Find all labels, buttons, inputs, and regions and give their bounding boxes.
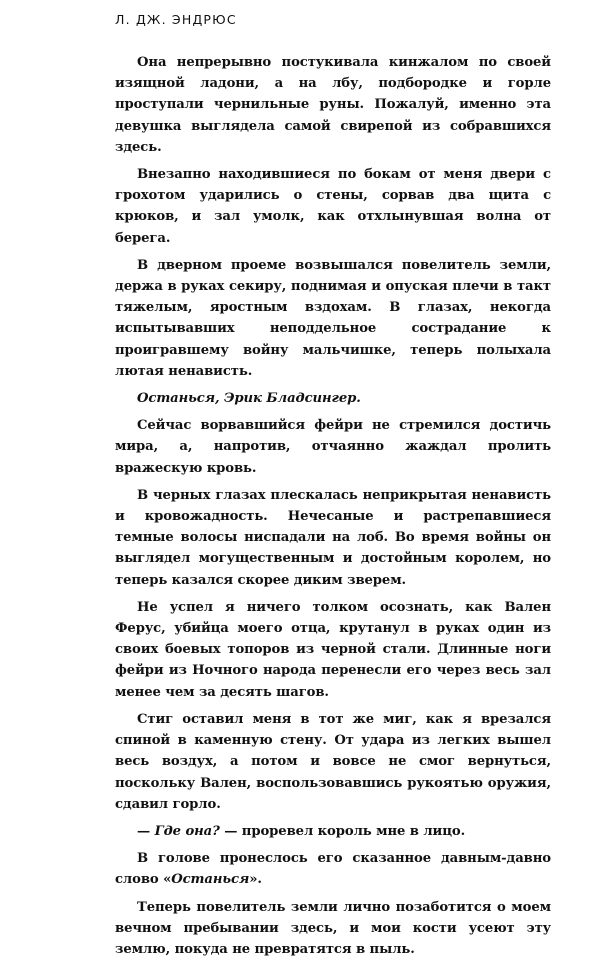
text-body — [115, 52, 551, 966]
paragraph-10-before: В голове пронеслось его сказанное давным-давно слово « — [115, 851, 551, 888]
paragraph-5: Сейчас ворвавшийся фейри не стремился достичь мира, а, напротив, отчаянно жаждал пролить вражескую кровь. — [115, 418, 551, 476]
paragraph-10-italic: Останься — [171, 872, 250, 888]
paragraph-6: В черных глазах плескалась неприкрытая ненависть и кровожадность. Нечесаные и растрепавшиеся темные волосы ниспадали на лоб. Во время войны он выглядел могущественным и достойным королем, но теперь казался скорее диким зверем. — [115, 487, 551, 588]
paragraph-10 — [115, 848, 551, 890]
paragraph-4-italic: Останься, Эрик Бладсингер. — [137, 391, 361, 407]
running-header: Л. ДЖ. ЭНДРЮС — [115, 12, 237, 27]
paragraph-8: Стиг оставил меня в тот же миг, как я врезался спиной в каменную стену. От удара из легких вышел весь воздух, а потом и вовсе не смог вернуться, поскольку Вален, воспользовавшись рукоятью оружия, сдавил горло. — [115, 711, 551, 812]
paragraph-7: Не успел я ничего толком осознать, как Вален Ферус, убийца моего отца, крутанул в руках один из своих боевых топоров из черной стали. Длинные ноги фейри из Ночного народа перенесли его через весь зал менее чем за десять шагов. — [115, 599, 551, 700]
dialogue-rest: — проревел король мне в лицо. — [219, 823, 466, 839]
paragraph-10-after: ». — [249, 872, 262, 888]
paragraph-9-dialogue: — Где она? — проревел король мне в лицо. — [137, 823, 466, 839]
paragraph-3: В дверном проеме возвышался повелитель земли, держа в руках секиру, поднимая и опуская плечи в такт тяжелым, яростным вздохам. В глазах, некогда испытывавших неподдельное сострадание к проигравшему войну мальчишке, теперь полыхала лютая ненависть. — [115, 257, 551, 379]
paragraph-11: Теперь повелитель земли лично позаботится о моем вечном пребывании здесь, и мои кости усеют эту землю, покуда не превратятся в пыль. — [115, 899, 551, 957]
dialogue-italic: Где она? — [154, 823, 220, 839]
paragraph-1: Она непрерывно постукивала кинжалом по своей изящной ладони, а на лбу, подбородке и горле проступали чернильные руны. Пожалуй, именно эта девушка выглядела самой свирепой из собравшихся здесь. — [115, 55, 551, 155]
paragraph-2: Внезапно находившиеся по бокам от меня двери с грохотом ударились о стены, сорвав два щита с крюков, и зал умолк, как отхлынувшая волна от берега. — [115, 167, 551, 246]
